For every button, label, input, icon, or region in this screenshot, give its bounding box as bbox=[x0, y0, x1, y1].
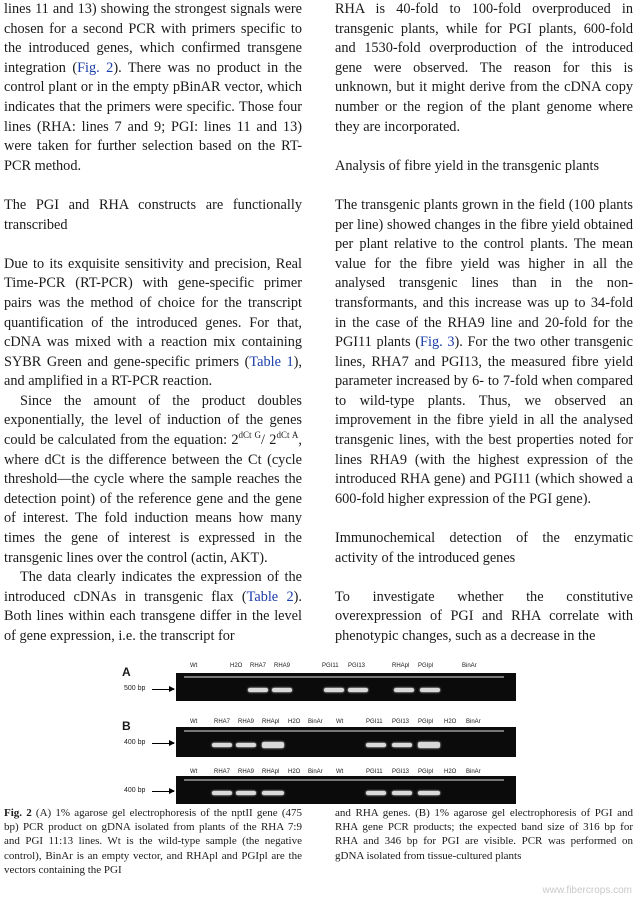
lane-label-a-3: RHA9 bbox=[274, 663, 291, 669]
lane-label-b2-5: BinAr bbox=[308, 769, 323, 775]
left-column bbox=[4, 0, 302, 647]
gel-band bbox=[212, 791, 232, 795]
panel-a-letter: A bbox=[122, 665, 131, 679]
lane-label-b2-6: Wt bbox=[336, 769, 344, 775]
right-paragraph-3: To investigate whether the constitutive overexpression of PGI and RHA correlate with phenotypic changes, such as a decrease in the bbox=[335, 588, 633, 644]
gel-wells bbox=[184, 676, 504, 678]
lane-label-a-1: H2O bbox=[230, 663, 243, 669]
lane-label-a-8: BinAr bbox=[462, 663, 477, 669]
caption-label: Fig. 2 bbox=[4, 807, 32, 819]
gel-band bbox=[212, 743, 232, 747]
watermark: www.fibercrops.com bbox=[542, 885, 632, 896]
lane-label-b2-8: PGI13 bbox=[392, 769, 410, 775]
lane-label-b1-0: Wt bbox=[190, 719, 198, 725]
gel-band bbox=[262, 742, 284, 748]
panel-b2-size-label: 400 bp bbox=[124, 787, 146, 794]
section-heading-fibre-yield: Analysis of fibre yield in the transgenic plants bbox=[335, 157, 600, 174]
lane-label-b1-11: BinAr bbox=[466, 719, 481, 725]
gel-panel-a bbox=[176, 673, 516, 701]
right-paragraph-2: The transgenic plants grown in the field (100 plants per line) showed changes in the fibre yield obtained per plant relative to the control plants. The mean value for the fibre yield was higher in all the analysed transgenic lines than in the non-transformants, and this increase was up to 34-fold in the case of the RHA9 line and 20-fold for the PGI11 plants (Fig. 3). For the two other transgenic lines, RHA7 and PGI13, the measured fibre yield parameter increased by 6- to 7-fold when compared to wild-type plants. Thus, we observed an improvement in the fibre yield in all the analysed transgenic lines, with the best properties noted for lines RHA9 (with the highest expression of the introduced RHA gene) and PGI11 (which showed a 600-fold higher expression of the PGI gene). bbox=[335, 196, 633, 507]
panel-b1-size-label: 400 bp bbox=[124, 739, 146, 746]
lane-label-b2-11: BinAr bbox=[466, 769, 481, 775]
gel-wells bbox=[184, 779, 504, 781]
gel-band bbox=[366, 743, 386, 747]
lane-label-b2-1: RHA7 bbox=[214, 769, 231, 775]
gel-figure bbox=[110, 655, 530, 805]
panel-b2-arrow-icon bbox=[152, 791, 174, 792]
panel-a-size-label: 500 bp bbox=[124, 685, 146, 692]
gel-band bbox=[418, 742, 440, 748]
table-2-link[interactable]: Table 2 bbox=[246, 588, 294, 605]
gel-wells bbox=[184, 730, 504, 732]
lane-label-a-7: PGIpl bbox=[418, 663, 434, 669]
gel-band bbox=[236, 791, 256, 795]
panel-a-arrow-icon bbox=[152, 689, 174, 690]
fig-3-link[interactable]: Fig. 3 bbox=[420, 334, 455, 351]
lane-label-a-0: Wt bbox=[190, 663, 198, 669]
section-heading-transcribed: The PGI and RHA constructs are functionally transcribed bbox=[4, 196, 302, 233]
lane-label-a-2: RHA7 bbox=[250, 663, 267, 669]
section-heading-immunochemical: Immunochemical detection of the enzymatic activity of the introduced genes bbox=[335, 530, 633, 566]
gel-band bbox=[272, 688, 292, 692]
lane-label-b1-9: PGIpl bbox=[418, 719, 434, 725]
gel-band bbox=[392, 743, 412, 747]
gel-band bbox=[248, 688, 268, 692]
right-column bbox=[335, 0, 633, 647]
gel-band bbox=[418, 791, 440, 795]
gel-band bbox=[324, 688, 344, 692]
lane-label-b2-7: PGI11 bbox=[366, 769, 383, 775]
left-paragraph-4: The data clearly indicates the expression of the introduced cDNAs in transgenic flax (Table 2). Both lines within each transgene differ in the level of gene expression, i.e. the transcript for bbox=[4, 569, 302, 644]
lane-label-b2-9: PGIpl bbox=[418, 769, 434, 775]
gel-band bbox=[420, 688, 440, 692]
lane-label-b2-0: Wt bbox=[190, 769, 198, 775]
gel-band bbox=[236, 743, 256, 747]
lane-label-b1-2: RHA9 bbox=[238, 719, 255, 725]
left-paragraph-1: lines 11 and 13) showing the strongest signals were chosen for a second PCR with primers specific to the introduced genes, which confirmed transgene integration (Fig. 2). There was no product in the control plant or in the empty pBinAR vector, which indicates that the primers were specific. Those four lines (RHA: lines 7 and 9; PGI: lines 11 and 13) were taken for further selection based on the RT-PCR method. bbox=[4, 1, 302, 174]
right-paragraph-1: RHA is 40-fold to 100-fold overproduced in transgenic plants, while for PGI plants, 600-fold and 1530-fold overproduction of the introduced gene were observed. The reason for this is unknown, but it might derive from the cDNA copy number or the region of the plant genome where they are incorporated. bbox=[335, 1, 633, 135]
lane-label-b1-5: BinAr bbox=[308, 719, 323, 725]
lane-label-b1-6: Wt bbox=[336, 719, 344, 725]
gel-panel-b1 bbox=[176, 727, 516, 757]
lane-label-b2-2: RHA9 bbox=[238, 769, 255, 775]
gel-band bbox=[392, 791, 412, 795]
gel-band bbox=[262, 791, 284, 795]
lane-label-b1-1: RHA7 bbox=[214, 719, 231, 725]
panel-b1-arrow-icon bbox=[152, 743, 174, 744]
lane-label-b2-10: H2O bbox=[444, 769, 457, 775]
gel-panel-b2 bbox=[176, 776, 516, 804]
lane-label-a-4: PGI11 bbox=[322, 663, 339, 669]
gel-band bbox=[348, 688, 368, 692]
lane-label-a-6: RHApl bbox=[392, 663, 410, 669]
left-paragraph-2: Due to its exquisite sensitivity and precision, Real Time-PCR (RT-PCR) with gene-specific primer pairs was the method of choice for the transcript quantification of the introduced genes. For that, cDNA was mixed with a reaction mix containing SYBR Green and gene-specific primers (Table 1), and amplified in a RT-PCR reaction. bbox=[4, 255, 302, 390]
lane-label-b1-3: RHApl bbox=[262, 719, 280, 725]
lane-label-b1-10: H2O bbox=[444, 719, 457, 725]
lane-label-b1-4: H2O bbox=[288, 719, 301, 725]
figure-caption-right: and RHA genes. (B) 1% agarose gel electrophoresis of PGI and RHA gene PCR products; the expected band size of 316 bp for RHA and 346 bp for PGI are visible. PCR was performed on gDNA isolated from tissue-cultured plants bbox=[335, 807, 633, 862]
lane-label-b1-7: PGI11 bbox=[366, 719, 383, 725]
left-paragraph-3: Since the amount of the product doubles exponentially, the level of induction of the genes could be calculated from the equation: $2^{dCt G}/$ $2^{dCt A}$, where dCt is the difference between the Ct (cycle threshold—the cycle where the sample reaches the detection point) of the reference gene and the gene of interest. The fold induction means how many times the gene of interest is expressed in the transgenic lines over the control (actin, AKT). bbox=[4, 392, 302, 566]
panel-b-letter: B bbox=[122, 719, 131, 733]
gel-band bbox=[366, 791, 386, 795]
fig-2-link[interactable]: Fig. 2 bbox=[77, 59, 114, 76]
lane-label-b2-3: RHApl bbox=[262, 769, 280, 775]
lane-label-b2-4: H2O bbox=[288, 769, 301, 775]
figure-caption-left: Fig. 2 (A) 1% agarose gel electrophoresis of the nptII gene (475 bp) PCR product on gDNA isolated from plants of the RHA 7:9 and PGI 11:13 lines. Wt is the wild-type sample (the negative control), BinAr is an empty vector, and RHApl and PGIpl are the vectors containing the PGI bbox=[4, 807, 303, 876]
gel-band bbox=[394, 688, 414, 692]
lane-label-a-5: PGI13 bbox=[348, 663, 366, 669]
lane-label-b1-8: PGI13 bbox=[392, 719, 410, 725]
table-1-link[interactable]: Table 1 bbox=[249, 353, 294, 370]
